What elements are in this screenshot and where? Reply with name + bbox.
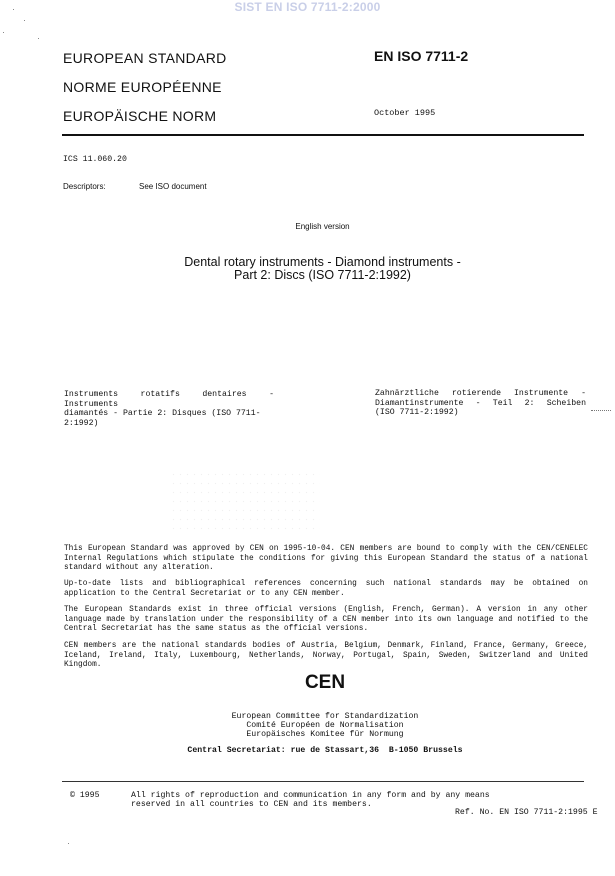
document-title-line1: Dental rotary instruments - Diamond instruments - xyxy=(184,255,461,269)
ics-code: ICS 11.060.20 xyxy=(63,155,127,164)
scan-speck xyxy=(68,843,69,844)
scan-speck xyxy=(24,20,25,21)
publication-date: October 1995 xyxy=(374,108,436,118)
french-title-line1: Instruments rotatifs dentaires - Instruments xyxy=(64,390,274,409)
cen-name-en: European Committee for Standardization xyxy=(231,712,419,721)
members-paragraph: CEN members are the national standards bodies of Austria, Belgium, Denmark, Finland, France, Germany, Greece, Iceland, Ireland, Italy, Luxembourg, Netherlands, Norway, Portugal, Spain, Sweden, Switzerland and United Kingdom. xyxy=(64,642,588,670)
cen-name-fr: Comité Européen de Normalisation xyxy=(246,721,404,730)
approval-paragraph: This European Standard was approved by CEN on 1995-10-04. CEN members are bound to comply with the CEN/CENELEC Internal Regulations which stipulate the conditions for giving this European Standard the status of a national standard without any alteration. xyxy=(64,545,588,573)
footer-rule xyxy=(62,781,584,782)
french-title-line2: diamantés - Partie 2: Disques (ISO 7711-2:1992) xyxy=(64,409,261,428)
dotted-mark xyxy=(591,410,611,411)
german-title xyxy=(375,389,586,418)
copyright-year: © 1995 xyxy=(70,791,100,800)
scan-speck xyxy=(13,9,14,10)
scan-speck xyxy=(38,38,39,39)
watermark-text: SIST EN ISO 7711-2:2000 xyxy=(234,0,381,14)
scan-speck xyxy=(3,32,4,33)
language-version: English version xyxy=(295,222,350,231)
versions-paragraph: The European Standards exist in three official versions (English, French, German). A version in any other language made by translation under the responsibility of a CEN member into its own language and notified to the Central Secretariat has the same status as the official versions. xyxy=(64,606,588,634)
document-title-line2: Part 2: Discs (ISO 7711-2:1992) xyxy=(234,268,411,282)
central-secretariat: Central Secretariat: rue de Stassart,36 B-1050 Brussels xyxy=(187,746,463,755)
standard-number: EN ISO 7711-2 xyxy=(374,48,469,64)
german-title-line2: Diamantinstrumente - Teil 2: Scheiben xyxy=(375,398,586,408)
rights-line2: reserved in all countries to CEN and its members. xyxy=(131,800,372,809)
descriptors-label: Descriptors: xyxy=(63,182,106,191)
reference-number: Ref. No. EN ISO 7711-2:1995 E xyxy=(455,808,598,817)
scan-noise xyxy=(170,470,320,530)
french-title xyxy=(64,390,274,428)
rights-line1: All rights of reproduction and communication in any form and by any means xyxy=(131,791,490,800)
german-title-line3: (ISO 7711-2:1992) xyxy=(375,408,459,417)
references-paragraph: Up-to-date lists and bibliographical references concerning such national standards may be obtained on application to the Central Secretariat or to any CEN member. xyxy=(64,580,588,598)
header-rule xyxy=(62,134,584,136)
standard-label-fr: NORME EUROPÉENNE xyxy=(63,79,222,95)
standard-label-en: EUROPEAN STANDARD xyxy=(63,50,227,66)
standard-label-de: EUROPÄISCHE NORM xyxy=(63,108,217,124)
cen-name-de: Europäisches Komitee für Normung xyxy=(246,730,404,739)
descriptors-value: See ISO document xyxy=(139,182,207,191)
cen-logo: CEN xyxy=(304,672,346,693)
german-title-line1: Zahnärztliche rotierende Instrumente - xyxy=(375,389,586,398)
